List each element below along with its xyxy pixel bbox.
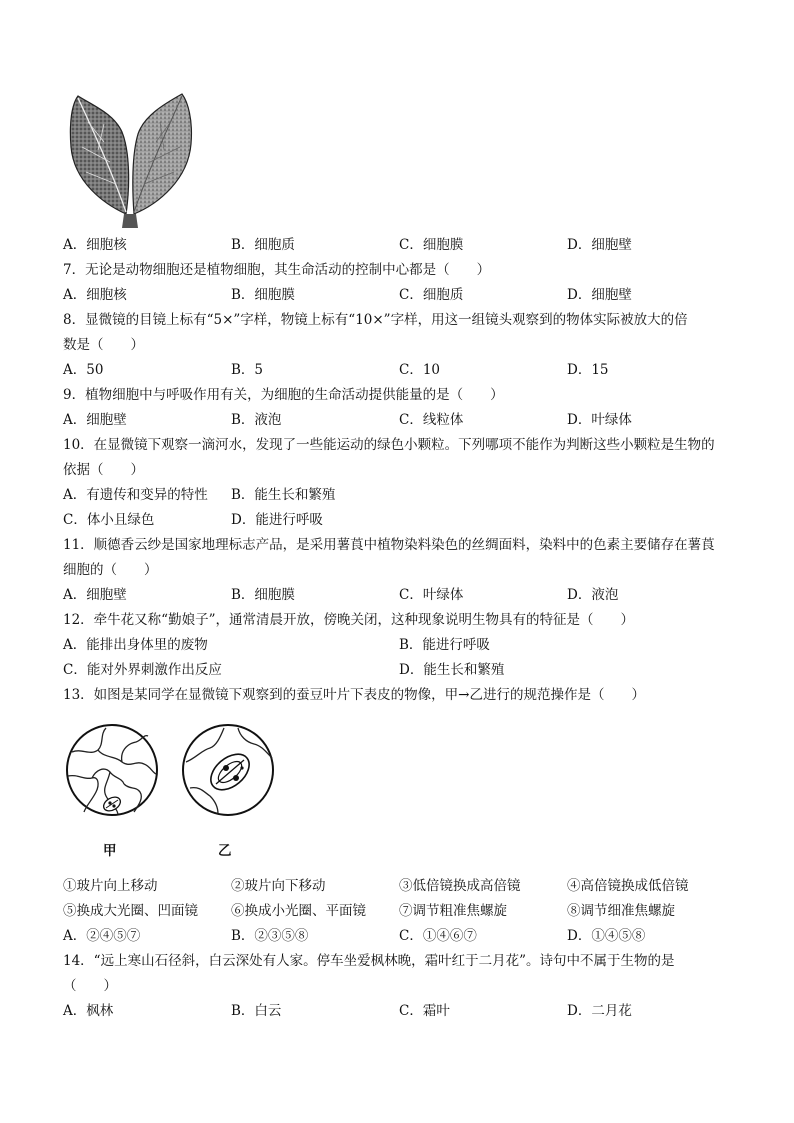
q6-option-b: B．细胞质 (231, 237, 295, 253)
q13-step-1: ①玻片向上移动 (63, 878, 158, 894)
q8-option-b: B．5 (231, 362, 264, 378)
q8-option-d: D．15 (567, 362, 609, 378)
q13-step-4: ④高倍镜换成低倍镜 (567, 878, 689, 894)
q12-option-d: D．能生长和繁殖 (399, 662, 505, 678)
q6-option-a: A．细胞核 (63, 237, 127, 253)
q14-option-c: C．霜叶 (399, 1003, 450, 1019)
q11-stem-line2: 细胞的（ ） (63, 562, 158, 578)
q8-option-a: A．50 (63, 362, 104, 378)
q7-stem: 7．无论是动物细胞还是植物细胞，其生命活动的控制中心都是（ ） (63, 262, 491, 278)
q11-option-c: C．叶绿体 (399, 587, 464, 603)
q6-option-d: D．细胞壁 (567, 237, 632, 253)
q12-stem: 12．牵牛花又称“勤娘子”，通常清晨开放，傍晚关闭，这种现象说明生物具有的特征是（ ） (63, 612, 634, 628)
q14-stem-line1: 14．“远上寒山石径斜，白云深处有人家。停车坐爱枫林晚，霜叶红于二月花”。诗句中不属于生物的是 (63, 953, 675, 969)
q10-stem-line2: 依据（ ） (63, 462, 144, 478)
q14-option-a: A．枫林 (63, 1003, 114, 1019)
q14-option-d: D．二月花 (567, 1003, 632, 1019)
q10-option-a: A．有遗传和变异的特性 (63, 487, 208, 503)
q13-step-2: ②玻片向下移动 (231, 878, 326, 894)
q9-option-d: D．叶绿体 (567, 412, 632, 428)
q7-option-d: D．细胞壁 (567, 287, 632, 303)
q9-option-b: B．液泡 (231, 412, 282, 428)
left-leaf (70, 96, 128, 214)
q13-option-a: A．②④⑤⑦ (63, 928, 141, 944)
q14-stem-line2: （ ） (63, 978, 117, 994)
q7-option-b: B．细胞膜 (231, 287, 295, 303)
q12-option-a: A．能排出身体里的废物 (63, 637, 208, 653)
q14-option-b: B．白云 (231, 1003, 282, 1019)
q13-step-7: ⑦调节粗准焦螺旋 (399, 903, 507, 919)
q10-option-b: B．能生长和繁殖 (231, 487, 336, 503)
q9-option-c: C．线粒体 (399, 412, 464, 428)
leaf-stalk (122, 214, 138, 228)
q13-step-5: ⑤换成大光圈、凹面镜 (63, 903, 198, 919)
figure-label-jia: 甲 (103, 843, 117, 859)
q10-option-d: D．能进行呼吸 (231, 512, 323, 528)
microscope-field-yi (180, 722, 276, 818)
q8-option-c: C．10 (399, 362, 441, 378)
q9-stem: 9．植物细胞中与呼吸作用有关，为细胞的生命活动提供能量的是（ ） (63, 387, 504, 403)
q8-stem-line2: 数是（ ） (63, 337, 144, 353)
q13-step-6: ⑥换成小光圈、平面镜 (231, 903, 366, 919)
q12-option-b: B．能进行呼吸 (399, 637, 490, 653)
q9-option-a: A．细胞壁 (63, 412, 127, 428)
q11-option-d: D．液泡 (567, 587, 619, 603)
q10-stem-line1: 10．在显微镜下观察一滴河水，发现了一些能运动的绿色小颗粒。下列哪项不能作为判断这些小颗粒是生物的 (63, 437, 715, 453)
q13-stem: 13．如图是某同学在显微镜下观察到的蚕豆叶片下表皮的物像，甲→乙进行的规范操作是（ ） (63, 687, 645, 703)
q11-stem-line1: 11．顺德香云纱是国家地理标志产品，是采用薯莨中植物染料染色的丝绸面料，染料中的色素主要储存在薯莨 (63, 537, 715, 553)
q8-stem-line1: 8．显微镜的目镜上标有“5×”字样，物镜上标有“10×”字样，用这一组镜头观察到的物体实际被放大的倍 (63, 312, 688, 328)
q13-option-b: B．②③⑤⑧ (231, 928, 309, 944)
q7-option-c: C．细胞质 (399, 287, 464, 303)
right-leaf (133, 94, 192, 214)
q10-option-c: C．体小且绿色 (63, 512, 155, 528)
q12-option-c: C．能对外界刺激作出反应 (63, 662, 222, 678)
microscope-field-jia (64, 722, 160, 818)
leaf-figure (64, 92, 198, 230)
figure-label-yi: 乙 (218, 843, 232, 859)
q6-option-c: C．细胞膜 (399, 237, 464, 253)
q13-step-8: ⑧调节细准焦螺旋 (567, 903, 675, 919)
q11-option-a: A．细胞壁 (63, 587, 127, 603)
q13-option-d: D．①④⑤⑧ (567, 928, 646, 944)
q7-option-a: A．细胞核 (63, 287, 127, 303)
q13-option-c: C．①④⑥⑦ (399, 928, 477, 944)
q13-step-3: ③低倍镜换成高倍镜 (399, 878, 521, 894)
q11-option-b: B．细胞膜 (231, 587, 295, 603)
